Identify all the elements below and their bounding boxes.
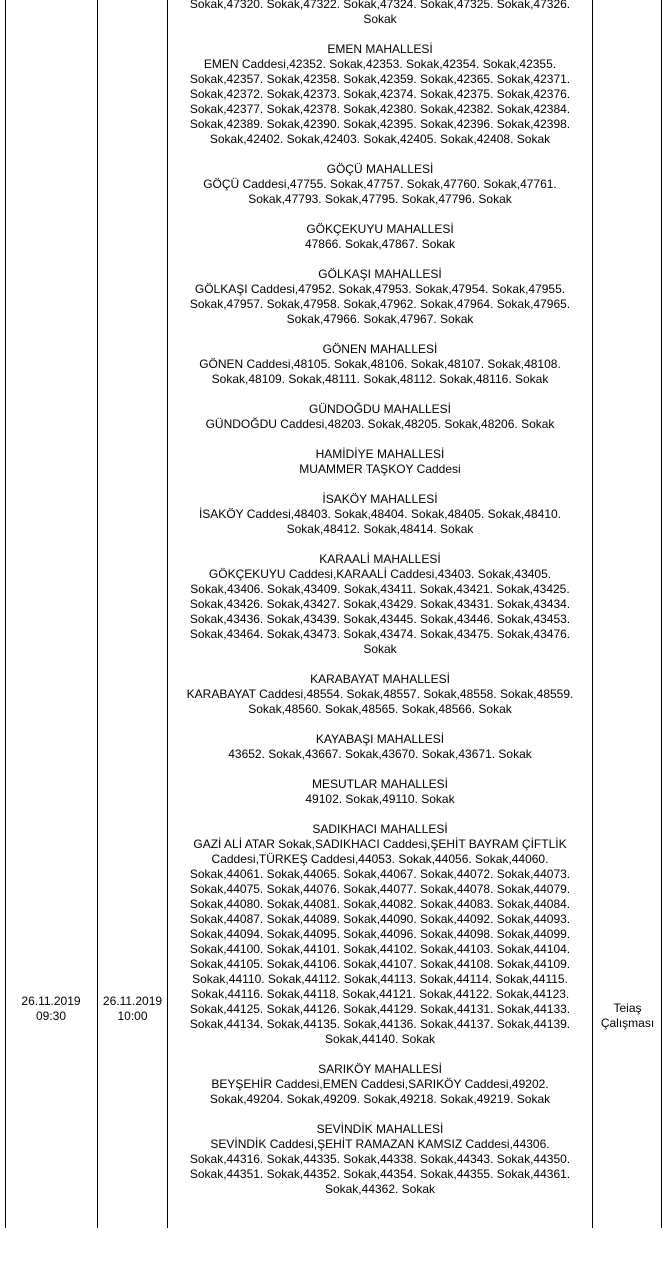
- neighborhood-block: [168, 1062, 592, 1107]
- neighborhood-block: [168, 672, 592, 717]
- street-list: [168, 1137, 592, 1197]
- street-line: Sokak,43426. Sokak,43427. Sokak,43429. Sokak,43431. Sokak,43434.: [189, 597, 571, 611]
- neighborhood-block: [168, 267, 592, 327]
- street-line: Sokak,44100. Sokak,44101. Sokak,44102. Sokak,44103. Sokak,44104.: [189, 942, 571, 956]
- street-list: [168, 282, 592, 327]
- street-line: Sokak,44105. Sokak,44106. Sokak,44107. Sokak,44108. Sokak,44109.: [189, 957, 571, 971]
- street-list: [168, 357, 592, 387]
- column-divider-start-end: [97, 0, 98, 1228]
- neighborhood-block: [168, 822, 592, 1047]
- street-line: Sokak,48412. Sokak,48414. Sokak: [286, 522, 474, 536]
- street-line: GÖLKAŞI Caddesi,47952. Sokak,47953. Sokak,47954. Sokak,47955.: [194, 282, 566, 296]
- street-line: Sokak,44080. Sokak,44081. Sokak,44082. Sokak,44083. Sokak,44084.: [189, 897, 571, 911]
- street-line: Sokak,47957. Sokak,47958. Sokak,47962. Sokak,47964. Sokak,47965.: [189, 297, 571, 311]
- street-line: 47866. Sokak,47867. Sokak: [304, 237, 456, 251]
- street-line: Sokak,43464. Sokak,43473. Sokak,43474. Sokak,43475. Sokak,43476.: [189, 627, 571, 641]
- street-line: Sokak,47793. Sokak,47795. Sokak,47796. Sokak: [248, 192, 512, 206]
- street-list: [168, 237, 592, 252]
- end-date: 26.11.2019: [102, 994, 163, 1008]
- street-line: GAZİ ALİ ATAR Sokak,SADIKHACI Caddesi,ŞEHİT BAYRAM ÇİFTLİK: [193, 837, 567, 851]
- start-date: 26.11.2019: [21, 994, 81, 1008]
- neighborhood-name: SEVİNDİK MAHALLESİ: [316, 1122, 444, 1136]
- table-border-left: [5, 0, 6, 1228]
- street-list: [168, 57, 592, 147]
- street-line: 49102. Sokak,49110. Sokak: [305, 792, 455, 806]
- street-line: 43652. Sokak,43667. Sokak,43670. Sokak,43671. Sokak: [228, 747, 532, 761]
- end-datetime-cell: [98, 994, 167, 1024]
- street-line: Sokak,42377. Sokak,42378. Sokak,42380. Sokak,42382. Sokak,42384.: [189, 102, 571, 116]
- neighborhood-name: GÜNDOĞDU MAHALLESİ: [308, 402, 452, 416]
- street-list: [168, 417, 592, 432]
- street-line: Sokak: [363, 642, 397, 656]
- street-line: GÜNDOĞDU Caddesi,48203. Sokak,48205. Sokak,48206. Sokak: [205, 417, 555, 431]
- street-list: [168, 747, 592, 762]
- street-line: Sokak,44061. Sokak,44065. Sokak,44067. Sokak,44072. Sokak,44073.: [189, 867, 571, 881]
- street-line: Caddesi,TÜRKEŞ Caddesi,44053. Sokak,44056. Sokak,44060.: [211, 852, 549, 866]
- street-line: SEVİNDİK Caddesi,ŞEHİT RAMAZAN KAMSIZ Caddesi,44306.: [210, 1137, 550, 1151]
- neighborhood-block: [168, 342, 592, 387]
- street-line: Sokak,48560. Sokak,48565. Sokak,48566. Sokak: [248, 702, 512, 716]
- street-line: Sokak,44094. Sokak,44095. Sokak,44096. Sokak,44098. Sokak,44099.: [189, 927, 571, 941]
- street-line: KARABAYAT Caddesi,48554. Sokak,48557. Sokak,48558. Sokak,48559.: [186, 687, 574, 701]
- neighborhood-block: [168, 777, 592, 807]
- street-list: [168, 462, 592, 477]
- reason-line-1: Teiaş: [613, 1001, 642, 1015]
- neighborhood-name: SADIKHACI MAHALLESİ: [312, 822, 448, 836]
- neighborhood-name: MESUTLAR MAHALLESİ: [311, 777, 449, 791]
- street-line: Sokak,42402. Sokak,42403. Sokak,42405. Sokak,42408. Sokak: [209, 132, 551, 146]
- street-line: GÖÇÜ Caddesi,47755. Sokak,47757. Sokak,47760. Sokak,47761.: [203, 177, 557, 191]
- neighborhood-block: [168, 492, 592, 537]
- street-line: Sokak,44351. Sokak,44352. Sokak,44354. Sokak,44355. Sokak,44361.: [189, 1167, 571, 1181]
- street-line: Sokak,48109. Sokak,48111. Sokak,48112. Sokak,48116. Sokak: [211, 372, 549, 386]
- street-line: Sokak,42372. Sokak,42373. Sokak,42374. Sokak,42375. Sokak,42376.: [189, 87, 571, 101]
- neighborhood-block: [168, 402, 592, 432]
- neighborhood-block: [168, 222, 592, 252]
- street-line: Sokak,42357. Sokak,42358. Sokak,42359. Sokak,42365. Sokak,42371.: [189, 72, 571, 86]
- street-line: GÖNEN Caddesi,48105. Sokak,48106. Sokak,48107. Sokak,48108.: [199, 357, 561, 371]
- street-line: Sokak,43436. Sokak,43439. Sokak,43445. Sokak,43446. Sokak,43453.: [189, 612, 571, 626]
- column-divider-districts-reason: [592, 0, 593, 1228]
- street-list: [168, 837, 592, 1047]
- end-time: 10:00: [117, 1009, 148, 1023]
- street-line: Sokak,42389. Sokak,42390. Sokak,42395. Sokak,42396. Sokak,42398.: [189, 117, 571, 131]
- neighborhood-block: [168, 42, 592, 147]
- street-line: Sokak,44075. Sokak,44076. Sokak,44077. Sokak,44078. Sokak,44079.: [189, 882, 571, 896]
- street-list: [168, 507, 592, 537]
- neighborhood-block: [168, 447, 592, 477]
- street-line: Sokak,44125. Sokak,44126. Sokak,44129. Sokak,44131. Sokak,44133.: [189, 1002, 571, 1016]
- street-line: BEYŞEHİR Caddesi,EMEN Caddesi,SARIKÖY Caddesi,49202.: [211, 1077, 549, 1091]
- affected-areas-cell: [168, 0, 592, 1212]
- neighborhood-block: [168, 732, 592, 762]
- street-line: Sokak,44110. Sokak,44112. Sokak,44113. Sokak,44114. Sokak,44115.: [192, 972, 568, 986]
- street-line: İSAKÖY Caddesi,48403. Sokak,48404. Sokak,48405. Sokak,48410.: [198, 507, 562, 521]
- street-line: Sokak,44116. Sokak,44118. Sokak,44121. Sokak,44122. Sokak,44123.: [190, 987, 570, 1001]
- start-datetime-cell: [5, 994, 97, 1024]
- street-line: GÖKÇEKUYU Caddesi,KARAALİ Caddesi,43403. Sokak,43405.: [208, 567, 552, 581]
- outage-table: [5, 0, 662, 1228]
- continued-street-list: [168, 0, 592, 27]
- neighborhood-name: EMEN MAHALLESİ: [327, 42, 433, 56]
- neighborhood-name: GÖÇÜ MAHALLESİ: [326, 162, 434, 176]
- neighborhood-block: [168, 1122, 592, 1197]
- street-line: Sokak,47966. Sokak,47967. Sokak: [286, 312, 474, 326]
- street-line: Sokak,43406. Sokak,43409. Sokak,43411. Sokak,43421. Sokak,43425.: [190, 582, 570, 596]
- street-list: [168, 687, 592, 717]
- street-line: EMEN Caddesi,42352. Sokak,42353. Sokak,42354. Sokak,42355.: [203, 57, 557, 71]
- street-line: Sokak: [363, 12, 397, 26]
- neighborhood-name: GÖKÇEKUYU MAHALLESİ: [306, 222, 454, 236]
- street-line: Sokak,49204. Sokak,49209. Sokak,49218. Sokak,49219. Sokak: [209, 1092, 551, 1106]
- street-line: Sokak,44134. Sokak,44135. Sokak,44136. Sokak,44137. Sokak,44139.: [189, 1017, 571, 1031]
- neighborhood-name: İSAKÖY MAHALLESİ: [322, 492, 438, 506]
- neighborhood-name: HAMİDİYE MAHALLESİ: [315, 447, 445, 461]
- reason-line-2: Çalışması: [600, 1016, 655, 1030]
- street-line: Sokak,47320. Sokak,47322. Sokak,47324. Sokak,47325. Sokak,47326.: [189, 0, 571, 11]
- street-line: Sokak,44362. Sokak: [324, 1182, 436, 1196]
- neighborhood-block: [168, 552, 592, 657]
- outage-reason-cell: [593, 1001, 662, 1031]
- neighborhood-block: [168, 162, 592, 207]
- street-list: [168, 177, 592, 207]
- street-list: [168, 792, 592, 807]
- street-list: [168, 567, 592, 657]
- neighborhood-name: KAYABAŞI MAHALLESİ: [315, 732, 445, 746]
- street-line: Sokak,44087. Sokak,44089. Sokak,44090. Sokak,44092. Sokak,44093.: [189, 912, 571, 926]
- neighborhood-name: GÖLKAŞI MAHALLESİ: [318, 267, 442, 281]
- neighborhood-name: SARIKÖY MAHALLESİ: [318, 1062, 442, 1076]
- table-border-right: [661, 0, 662, 1228]
- street-line: MUAMMER TAŞKOY Caddesi: [299, 462, 461, 476]
- start-time: 09:30: [35, 1009, 67, 1023]
- neighborhood-name: GÖNEN MAHALLESİ: [322, 342, 438, 356]
- street-line: Sokak,44316. Sokak,44335. Sokak,44338. Sokak,44343. Sokak,44350.: [189, 1152, 571, 1166]
- street-list: [168, 1077, 592, 1107]
- neighborhood-name: KARABAYAT MAHALLESİ: [310, 672, 450, 686]
- street-line: Sokak,44140. Sokak: [324, 1032, 436, 1046]
- continued-lines: [168, 0, 592, 27]
- neighborhood-name: KARAALİ MAHALLESİ: [319, 552, 441, 566]
